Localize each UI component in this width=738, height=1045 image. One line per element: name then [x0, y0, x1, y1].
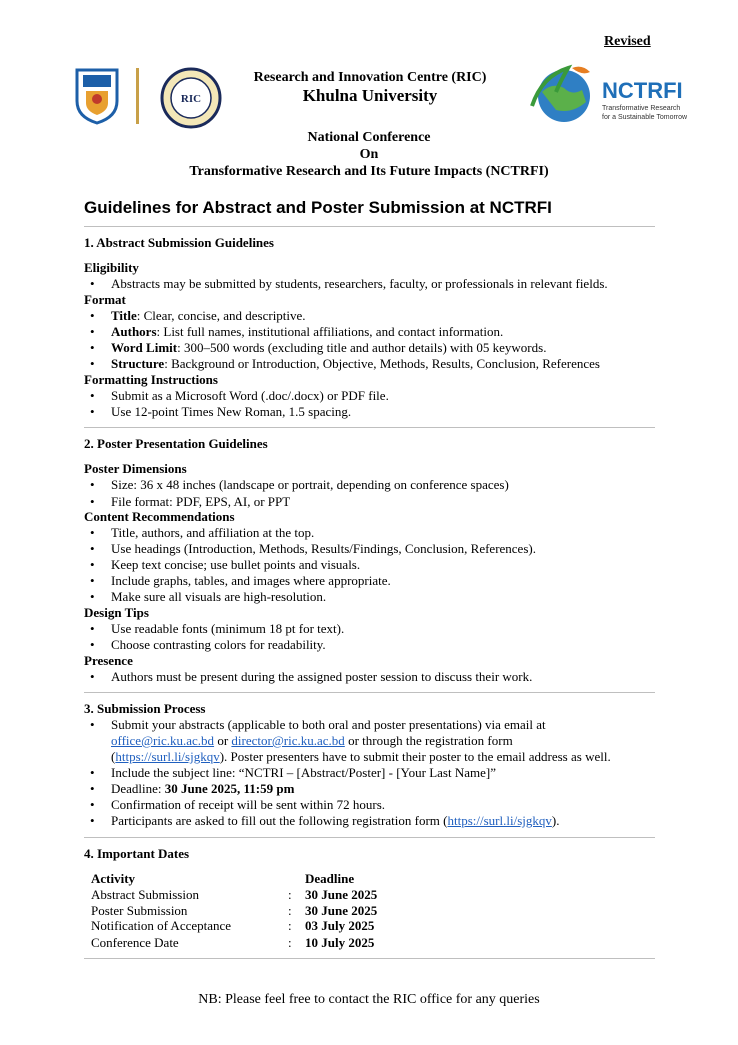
eligibility-heading: Eligibility: [84, 260, 139, 275]
registration-form-link-2[interactable]: https://surl.li/sjgkqv: [447, 813, 552, 828]
presence-heading: Presence: [84, 653, 133, 668]
divider: [84, 427, 655, 428]
organization-header: [222, 70, 518, 106]
list-item: • Use headings (Introduction, Methods, Results/Findings, Conclusion, References).: [90, 541, 536, 556]
org-line1: Research and Innovation Centre (RIC): [253, 70, 487, 85]
list-item: • Make sure all visuals are high-resolution.: [90, 589, 327, 604]
list-item: • Authors must be present during the assigned poster session to discuss their work.: [90, 669, 533, 684]
list-item: • Abstracts may be submitted by students, researchers, faculty, or professionals in relevant fields.: [90, 276, 608, 291]
nctrfi-tagline-2: for a Sustainable Tomorrow: [602, 114, 688, 121]
list-item: • Title: Clear, concise, and descriptive.: [90, 308, 306, 323]
list-item: • Use 12-point Times New Roman, 1.5 spacing.: [90, 404, 352, 419]
revised-label: Revised: [604, 34, 651, 49]
registration-form-link[interactable]: https://surl.li/sjgkqv: [115, 749, 220, 764]
list-item-continuation: office@ric.ku.ac.bd or director@ric.ku.ac.bd or through the registration form: [111, 733, 513, 748]
conference-line1: National Conference: [307, 130, 431, 145]
nctrfi-logo-text: NCTRFI: [602, 78, 683, 103]
email-link-office[interactable]: office@ric.ku.ac.bd: [111, 733, 215, 748]
footer-note: NB: Please feel free to contact the RIC office for any queries: [198, 992, 540, 1007]
list-item: • File format: PDF, EPS, AI, or PPT: [90, 494, 291, 509]
design-tips-heading: Design Tips: [84, 605, 149, 620]
divider: [84, 958, 655, 959]
main-title: Guidelines for Abstract and Poster Submission at NCTRFI: [84, 198, 552, 217]
col-activity: Activity: [91, 871, 136, 886]
nctrfi-logo: [512, 62, 688, 126]
list-item: • Structure: Background or Introduction, Objective, Methods, Results, Conclusion, References: [90, 356, 600, 371]
ric-logo: [160, 67, 222, 129]
list-item: • Use readable fonts (minimum 18 pt for text).: [90, 621, 345, 636]
list-item: • Word Limit: 300–500 words (excluding title and author details) with 05 keywords.: [90, 340, 547, 355]
list-item: • Include the subject line: “NCTRI – [Abstract/Poster] - [Your Last Name]”: [90, 765, 496, 780]
list-item: • Size: 36 x 48 inches (landscape or portrait, depending on conference spaces): [90, 477, 509, 492]
divider: [84, 837, 655, 838]
content-heading: Content Recommendations: [84, 509, 235, 524]
logo-separator: [136, 68, 139, 124]
conference-line2: On: [359, 147, 379, 162]
list-item: • Include graphs, tables, and images where appropriate.: [90, 573, 391, 588]
list-item: • Submit as a Microsoft Word (.doc/.docx) or PDF file.: [90, 388, 389, 403]
list-item-continuation: (https://surl.li/sjgkqv). Poster presenters have to submit their poster to the email address as well.: [111, 749, 611, 764]
conference-line3: Transformative Research and Its Future Impacts (NCTRFI): [189, 164, 549, 179]
poster-dimensions-heading: Poster Dimensions: [84, 461, 187, 476]
format-heading: Format: [84, 292, 126, 307]
formatting-heading: Formatting Instructions: [84, 372, 218, 387]
section-3-heading: 3. Submission Process: [84, 701, 206, 716]
khulna-university-logo: [74, 67, 120, 125]
col-deadline: Deadline: [305, 871, 355, 886]
section-1-heading: 1. Abstract Submission Guidelines: [84, 235, 274, 250]
list-item: • Participants are asked to fill out the following registration form (https://surl.li/sjgkqv).: [90, 813, 560, 828]
divider: [84, 692, 655, 693]
nctrfi-tagline-1: Transformative Research: [602, 105, 681, 112]
list-item: • Choose contrasting colors for readability.: [90, 637, 326, 652]
list-item: • Keep text concise; use bullet points and visuals.: [90, 557, 361, 572]
ric-logo-text: RIC: [180, 93, 202, 105]
conference-title: [60, 129, 678, 180]
list-item: • Authors: List full names, institutional affiliations, and contact information.: [90, 324, 504, 339]
email-link-director[interactable]: director@ric.ku.ac.bd: [231, 733, 345, 748]
divider: [84, 226, 655, 227]
list-item: • Confirmation of receipt will be sent within 72 hours.: [90, 797, 386, 812]
org-line2: Khulna University: [302, 86, 438, 105]
section-2-heading: 2. Poster Presentation Guidelines: [84, 436, 268, 451]
list-item: • Deadline: 30 June 2025, 11:59 pm: [90, 781, 295, 796]
section-4-heading: 4. Important Dates: [84, 846, 190, 861]
list-item: • Title, authors, and affiliation at the top.: [90, 525, 315, 540]
list-item: • Submit your abstracts (applicable to both oral and poster presentations) via email at: [90, 717, 546, 732]
